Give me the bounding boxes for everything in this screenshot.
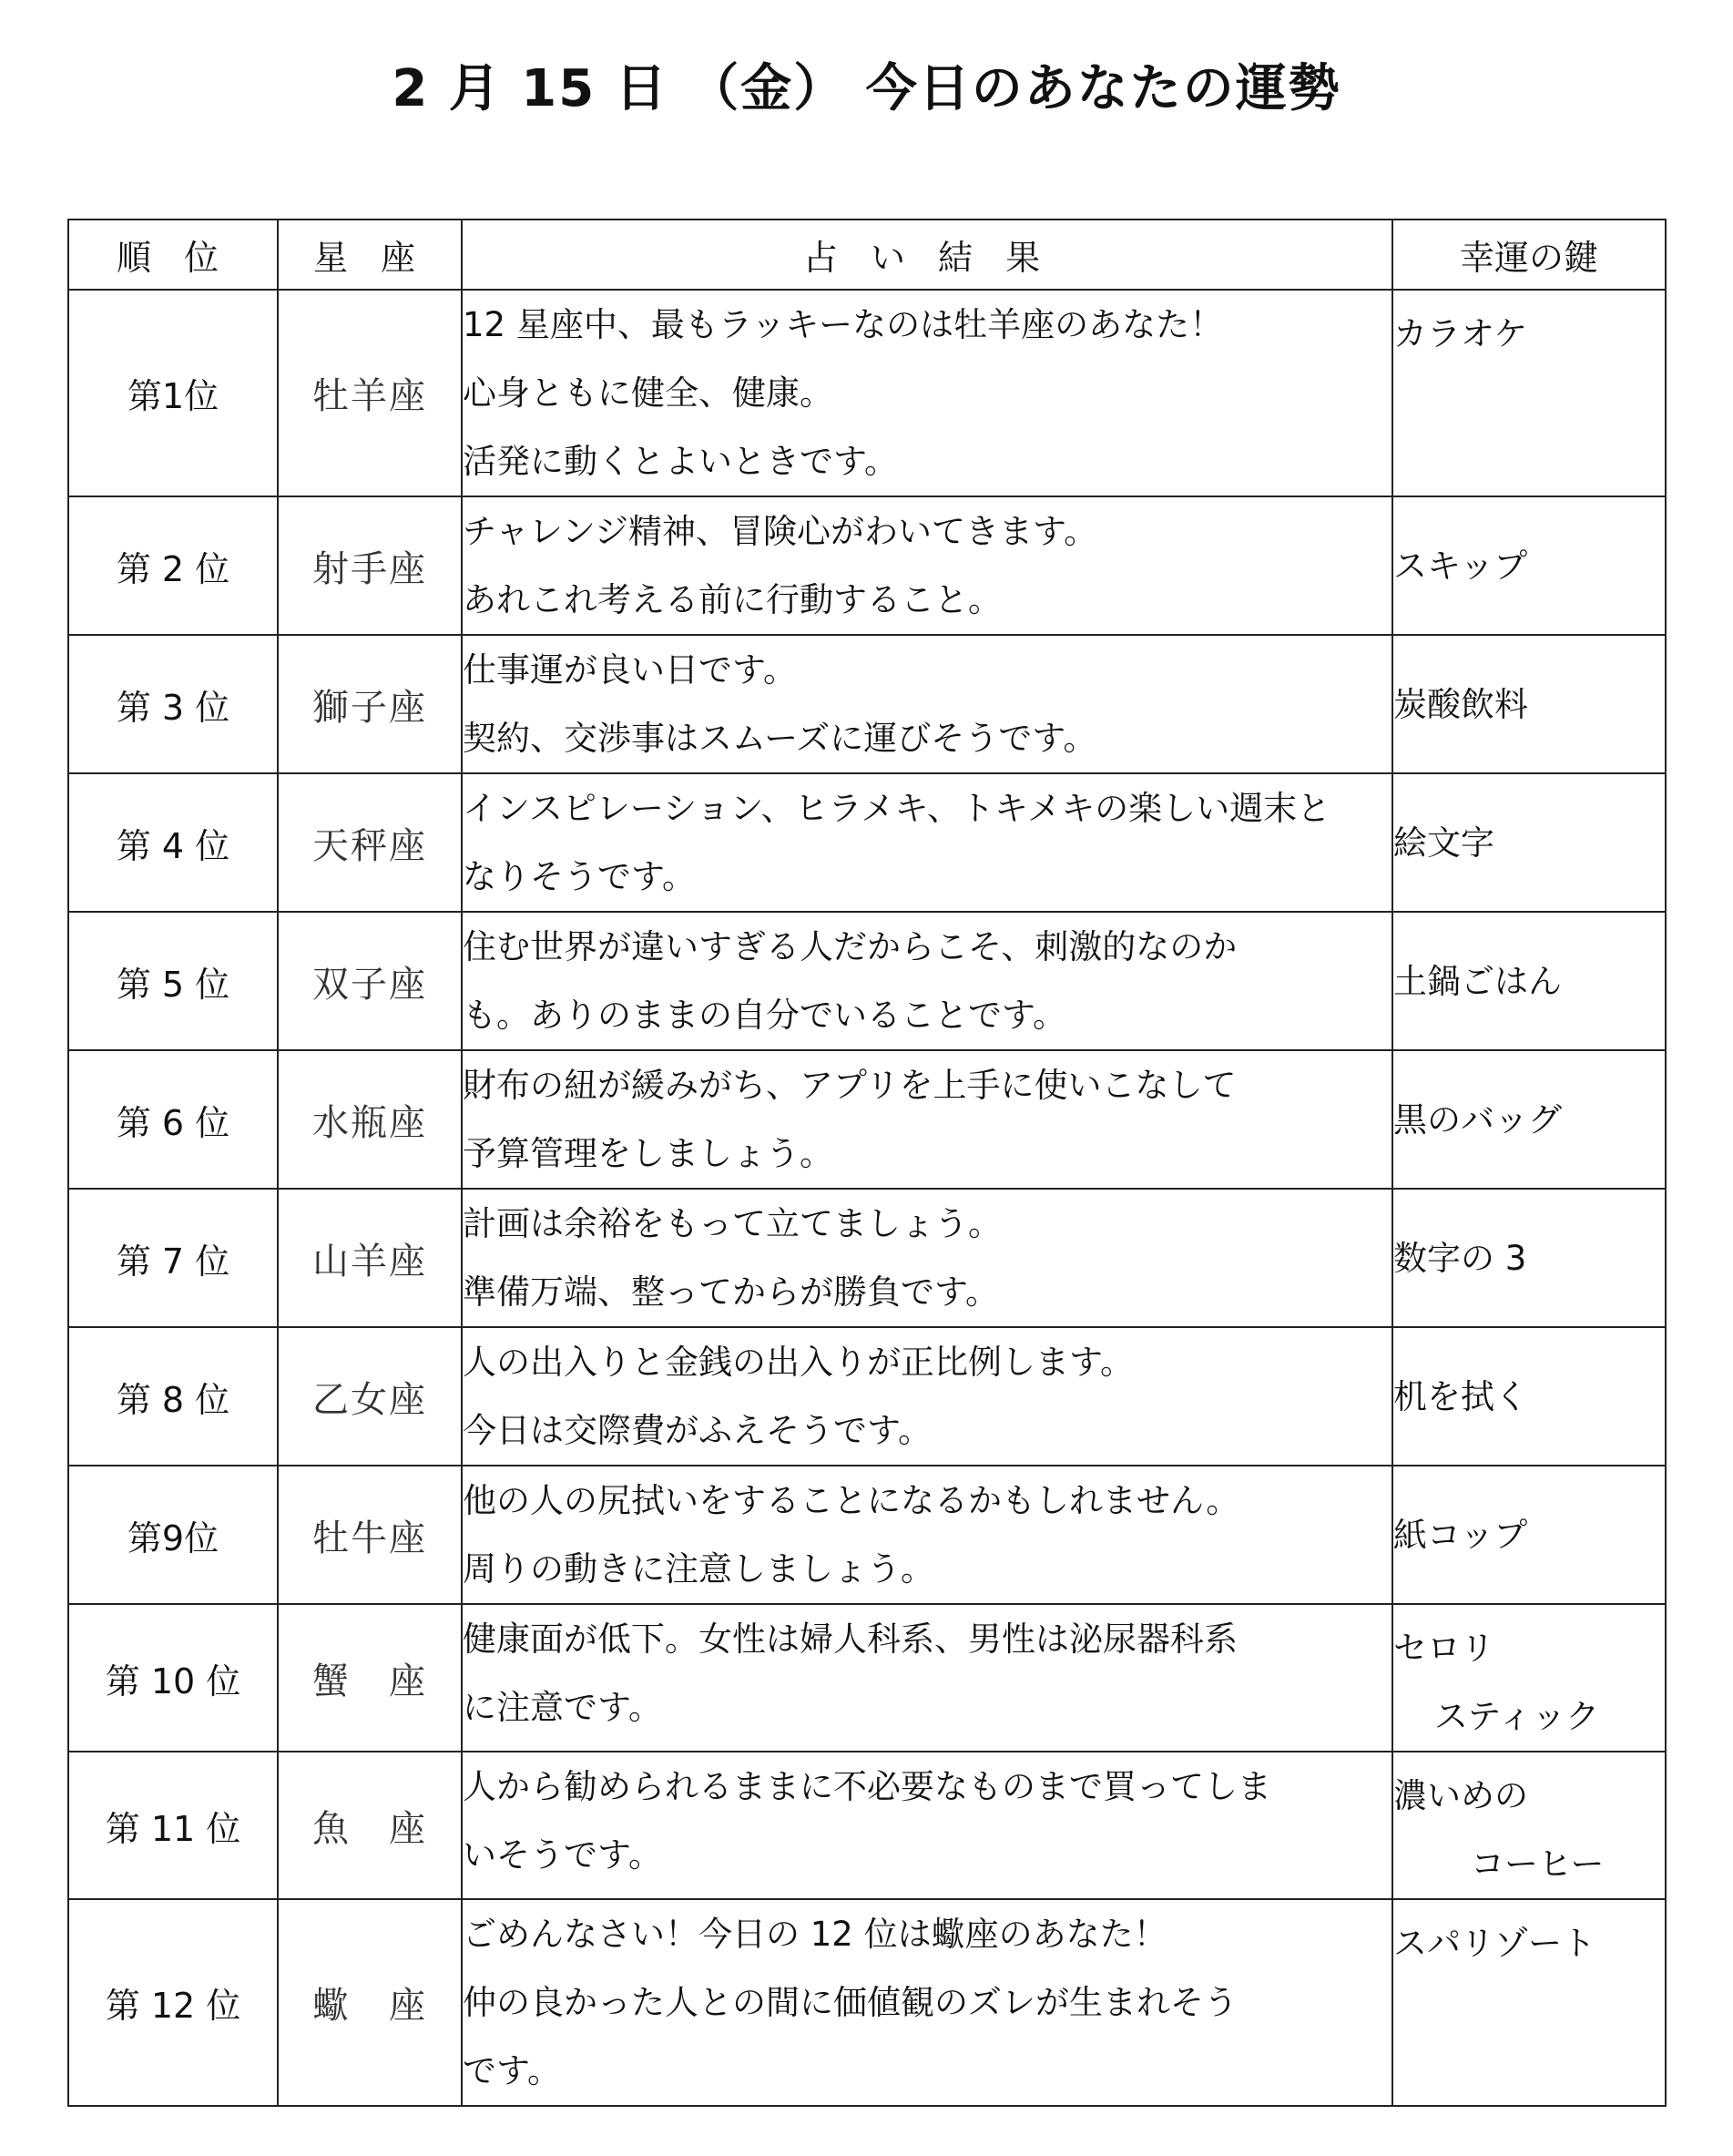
result-line: 計画は余裕をもって立てましょう。 xyxy=(463,1204,1002,1243)
table-row xyxy=(68,1189,1666,1327)
result-cell xyxy=(462,912,1392,1050)
table-row xyxy=(68,912,1666,1050)
lucky-key-line: 濃いめの xyxy=(1393,1776,1528,1815)
lucky-key-line: 絵文字 xyxy=(1393,823,1494,863)
sign-cell: 蠍 座 xyxy=(278,1899,462,2106)
lucky-key-line: スキップ xyxy=(1393,546,1528,586)
result-line: です。 xyxy=(463,2051,562,2090)
sign-cell: 蟹 座 xyxy=(278,1604,462,1752)
result-line: 周りの動きに注意しましょう。 xyxy=(463,1549,934,1589)
sign-cell: 乙女座 xyxy=(278,1327,462,1466)
lucky-key-cell xyxy=(1392,912,1666,1050)
sign-cell: 水瓶座 xyxy=(278,1050,462,1189)
table-row xyxy=(68,496,1666,635)
lucky-key-cell xyxy=(1392,773,1666,912)
sign-cell: 天秤座 xyxy=(278,773,462,912)
lucky-key-line: カラオケ xyxy=(1393,314,1528,353)
table-row xyxy=(68,1752,1666,1899)
rank-cell: 第 11 位 xyxy=(68,1752,278,1899)
rank-cell: 第 7 位 xyxy=(68,1189,278,1327)
result-cell xyxy=(462,1466,1392,1604)
lucky-key-cell xyxy=(1392,1327,1666,1466)
result-line: 予算管理をしましょう。 xyxy=(463,1134,833,1173)
sign-cell: 射手座 xyxy=(278,496,462,635)
lucky-key-cell xyxy=(1392,635,1666,773)
rank-cell: 第 5 位 xyxy=(68,912,278,1050)
result-cell xyxy=(462,1189,1392,1327)
result-line: 他の人の尻拭いをすることになるかもしれません。 xyxy=(463,1481,1240,1520)
table-row xyxy=(68,1050,1666,1189)
result-line: 健康面が低下。女性は婦人科系、男性は泌尿器科系 xyxy=(463,1620,1238,1659)
lucky-key-cell xyxy=(1392,496,1666,635)
lucky-key-line: コーヒー xyxy=(1471,1844,1605,1884)
lucky-key-cell xyxy=(1392,290,1666,496)
result-cell xyxy=(462,1327,1392,1466)
result-cell xyxy=(462,290,1392,496)
result-line: あれこれ考える前に行動すること。 xyxy=(463,580,1002,619)
sign-cell: 魚 座 xyxy=(278,1752,462,1899)
header-sign: 星 座 xyxy=(278,220,462,290)
result-line: も。ありのままの自分でいることです。 xyxy=(463,996,1067,1035)
table-row xyxy=(68,773,1666,912)
result-line: 仲の良かった人との間に価値観のズレが生まれそう xyxy=(463,1983,1238,2022)
lucky-key-cell xyxy=(1392,1189,1666,1327)
lucky-key-line: スティック xyxy=(1434,1697,1600,1736)
table-row xyxy=(68,1604,1666,1752)
header-rank: 順 位 xyxy=(68,220,278,290)
result-line: インスピレーション、ヒラメキ、トキメキの楽しい週末と xyxy=(463,789,1331,828)
result-cell xyxy=(462,1752,1392,1899)
table-row xyxy=(68,1899,1666,2106)
result-line: 契約、交渉事はスムーズに運びそうです。 xyxy=(463,719,1097,758)
result-line: 今日は交際費がふえそうです。 xyxy=(463,1411,933,1450)
result-line: なりそうです。 xyxy=(463,857,697,896)
table-row xyxy=(68,290,1666,496)
result-cell xyxy=(462,1050,1392,1189)
lucky-key-line: 紙コップ xyxy=(1393,1515,1528,1555)
result-line: 財布の紐が緩みがち、アプリを上手に使いこなして xyxy=(463,1066,1237,1105)
result-line: チャレンジ精神、冒険心がわいてきます。 xyxy=(463,512,1098,551)
rank-cell: 第 8 位 xyxy=(68,1327,278,1466)
rank-cell: 第 2 位 xyxy=(68,496,278,635)
result-line: 12 星座中、最もラッキーなのは牡羊座のあなた！ xyxy=(463,305,1224,344)
sign-cell: 双子座 xyxy=(278,912,462,1050)
result-line: 心身ともに健全、健康。 xyxy=(463,373,833,413)
lucky-key-line: 炭酸飲料 xyxy=(1393,684,1528,724)
sign-cell: 牡牛座 xyxy=(278,1466,462,1604)
result-line: 活発に動くとよいときです。 xyxy=(463,442,899,481)
lucky-key-line: 数字の 3 xyxy=(1393,1238,1527,1278)
result-line: 準備万端、整ってからが勝負です。 xyxy=(463,1272,1000,1312)
page-title: 2 月 15 日 （金） 今日のあなたの運勢 xyxy=(392,59,1341,118)
lucky-key-line: 机を拭く xyxy=(1393,1376,1528,1416)
header-lucky-key: 幸運の鍵 xyxy=(1392,220,1666,290)
result-line: に注意です。 xyxy=(463,1688,663,1727)
lucky-key-cell xyxy=(1392,1050,1666,1189)
lucky-key-line: 黒のバッグ xyxy=(1393,1099,1562,1139)
lucky-key-line: スパリゾート xyxy=(1393,1924,1595,1963)
rank-cell: 第 4 位 xyxy=(68,773,278,912)
result-line: いそうです。 xyxy=(463,1835,663,1875)
rank-cell: 第 12 位 xyxy=(68,1899,278,2106)
header-result: 占 い 結 果 xyxy=(462,220,1392,290)
table-row xyxy=(68,635,1666,773)
result-line: 人から勧められるままに不必要なものまで買ってしま xyxy=(463,1767,1271,1806)
lucky-key-cell xyxy=(1392,1752,1666,1899)
header-row xyxy=(68,220,1666,290)
result-cell xyxy=(462,1899,1392,2106)
lucky-key-cell xyxy=(1392,1899,1666,2106)
table-row xyxy=(68,1327,1666,1466)
sign-cell: 獅子座 xyxy=(278,635,462,773)
result-cell xyxy=(462,496,1392,635)
result-cell xyxy=(462,635,1392,773)
result-cell xyxy=(462,773,1392,912)
result-line: 人の出入りと金銭の出入りが正比例します。 xyxy=(463,1343,1135,1382)
lucky-key-cell xyxy=(1392,1466,1666,1604)
rank-cell: 第 6 位 xyxy=(68,1050,278,1189)
result-line: ごめんなさい！今日の 12 位は蠍座のあなた！ xyxy=(463,1915,1167,1954)
lucky-key-cell xyxy=(1392,1604,1666,1752)
result-cell xyxy=(462,1604,1392,1752)
table-row xyxy=(68,1466,1666,1604)
rank-cell: 第 10 位 xyxy=(68,1604,278,1752)
lucky-key-line: セロリ xyxy=(1393,1629,1494,1668)
sign-cell: 牡羊座 xyxy=(278,290,462,496)
fortune-table xyxy=(67,219,1667,2107)
sign-cell: 山羊座 xyxy=(278,1189,462,1327)
rank-cell: 第9位 xyxy=(68,1466,278,1604)
rank-cell: 第 3 位 xyxy=(68,635,278,773)
result-line: 仕事運が良い日です。 xyxy=(463,650,798,690)
lucky-key-line: 土鍋ごはん xyxy=(1393,961,1562,1001)
rank-cell: 第1位 xyxy=(68,290,278,496)
result-line: 住む世界が違いすぎる人だからこそ、刺激的なのか xyxy=(463,927,1238,966)
